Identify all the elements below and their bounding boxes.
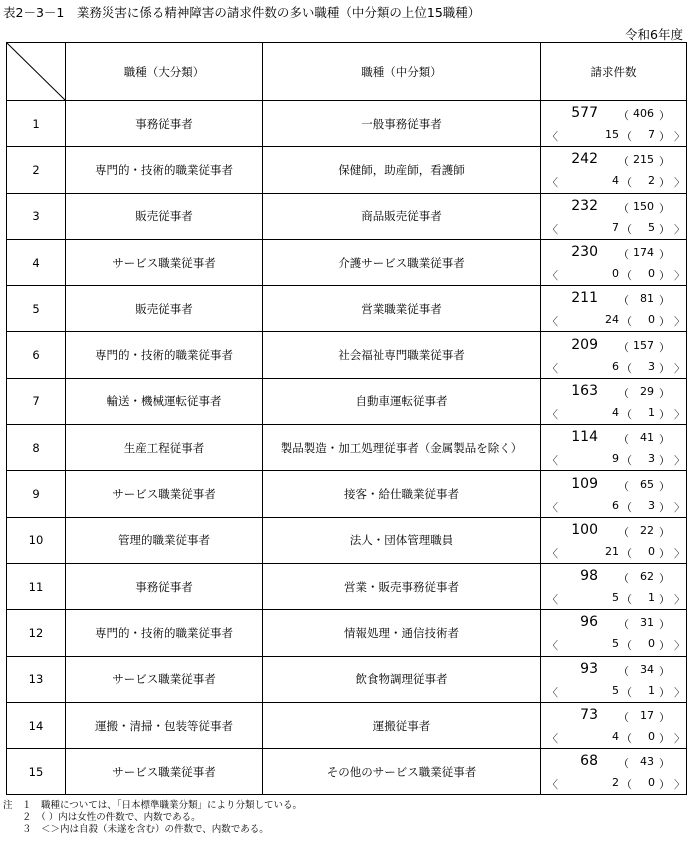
- middle-category-cell: 法人・団体管理職員: [263, 517, 541, 563]
- paren-open: （: [621, 176, 632, 190]
- angle-open: 〈: [547, 222, 558, 236]
- angle-close: 〉: [674, 361, 685, 375]
- suicide-female-count: 0: [648, 776, 655, 790]
- suicide-female-count: 0: [648, 544, 655, 558]
- angle-close: 〉: [674, 778, 685, 792]
- suicide-female-count: 0: [648, 267, 655, 281]
- suicide-count: 9: [612, 452, 619, 466]
- paren-open: （: [618, 525, 629, 539]
- suicide-count: 4: [612, 405, 619, 419]
- total-count: 96: [580, 614, 598, 631]
- paren-close: ）: [659, 593, 670, 607]
- angle-open: 〈: [547, 130, 558, 144]
- count-cell: [541, 239, 687, 285]
- female-count: 157: [633, 338, 654, 352]
- paren-open: （: [621, 269, 632, 283]
- total-count: 68: [580, 753, 598, 770]
- rank-cell: 14: [7, 702, 66, 748]
- paren-close: ）: [659, 407, 670, 421]
- major-category-cell: サービス職業従事者: [66, 749, 263, 795]
- paren-open: （: [618, 248, 629, 262]
- paren-close: ）: [659, 130, 670, 144]
- table-body: [7, 101, 687, 795]
- paren-close: ）: [659, 685, 670, 699]
- female-count: 31: [640, 616, 654, 630]
- major-category-cell: 専門的・技術的職業従事者: [66, 332, 263, 378]
- middle-category-cell: 営業職業従事者: [263, 286, 541, 332]
- middle-category-cell: 介護サービス職業従事者: [263, 239, 541, 285]
- paren-close: ）: [659, 155, 670, 169]
- major-category-cell: 管理的職業従事者: [66, 517, 263, 563]
- major-category-cell: 輸送・機械運転従事者: [66, 378, 263, 424]
- paren-open: （: [618, 664, 629, 678]
- rank-cell: 3: [7, 193, 66, 239]
- paren-close: ）: [659, 525, 670, 539]
- paren-close: ）: [659, 546, 670, 560]
- paren-close: ）: [659, 269, 670, 283]
- paren-close: ）: [659, 664, 670, 678]
- angle-open: 〈: [547, 407, 558, 421]
- paren-close: ）: [659, 315, 670, 329]
- table-row: [7, 286, 687, 332]
- table-row: [7, 517, 687, 563]
- rank-cell: 8: [7, 425, 66, 471]
- paren-open: （: [621, 778, 632, 792]
- female-count: 41: [640, 431, 654, 445]
- paren-close: ）: [659, 109, 670, 123]
- note-2: ２ （ ）内は女性の件数で、内数である。: [3, 812, 201, 823]
- count-cell: [541, 378, 687, 424]
- paren-close: ）: [659, 711, 670, 724]
- table-row: [7, 101, 687, 147]
- claims-table: [6, 42, 687, 795]
- table-row: [7, 749, 687, 795]
- paren-open: （: [618, 294, 629, 308]
- table-row: [7, 425, 687, 471]
- paren-open: （: [618, 386, 629, 400]
- major-category-cell: 専門的・技術的職業従事者: [66, 147, 263, 193]
- total-count: 211: [571, 290, 598, 307]
- paren-open: （: [621, 593, 632, 607]
- angle-open: 〈: [547, 361, 558, 375]
- middle-category-cell: 社会福祉専門職業従事者: [263, 332, 541, 378]
- suicide-female-count: 0: [648, 637, 655, 651]
- total-count: 100: [571, 521, 598, 538]
- total-count: 109: [571, 475, 598, 492]
- middle-category-cell: 飲食物調理従事者: [263, 656, 541, 702]
- suicide-female-count: 0: [648, 730, 655, 743]
- major-category-cell: 運搬・清掃・包装等従事者: [66, 702, 263, 748]
- rank-cell: 9: [7, 471, 66, 517]
- total-count: 93: [580, 660, 598, 677]
- suicide-count: 4: [612, 730, 619, 743]
- paren-close: ）: [659, 294, 670, 308]
- angle-open: 〈: [547, 454, 558, 468]
- rank-cell: 15: [7, 749, 66, 795]
- suicide-female-count: 1: [648, 405, 655, 419]
- female-count: 215: [633, 153, 654, 167]
- paren-open: （: [618, 433, 629, 447]
- angle-open: 〈: [547, 639, 558, 653]
- table-row: [7, 193, 687, 239]
- count-cell: [541, 517, 687, 563]
- angle-close: 〉: [674, 500, 685, 514]
- paren-open: （: [621, 130, 632, 144]
- major-category-cell: 専門的・技術的職業従事者: [66, 610, 263, 656]
- paren-open: （: [618, 618, 629, 632]
- middle-category-cell: 保健師，助産師，看護師: [263, 147, 541, 193]
- fiscal-year: 令和6年度: [625, 27, 683, 42]
- paren-close: ）: [659, 386, 670, 400]
- suicide-female-count: 5: [648, 220, 655, 234]
- angle-close: 〉: [674, 407, 685, 421]
- suicide-count: 7: [612, 220, 619, 234]
- angle-close: 〉: [674, 454, 685, 468]
- major-category-cell: サービス職業従事者: [66, 656, 263, 702]
- count-cell: [541, 610, 687, 656]
- angle-open: 〈: [547, 546, 558, 560]
- total-count: 242: [571, 151, 598, 168]
- paren-close: ）: [659, 176, 670, 190]
- header-count: 請求件数: [541, 43, 687, 101]
- table-header-row: [7, 43, 687, 101]
- paren-open: （: [621, 454, 632, 468]
- note-3: ３ ＜＞内は自殺（未遂を含む）の件数で、内数である。: [3, 824, 269, 835]
- paren-close: ）: [659, 572, 670, 586]
- header-middle: 職種（中分類）: [263, 43, 541, 101]
- total-count: 114: [571, 429, 598, 446]
- paren-open: （: [621, 315, 632, 329]
- paren-close: ）: [659, 732, 670, 745]
- paren-open: （: [621, 500, 632, 514]
- major-category-cell: 事務従事者: [66, 101, 263, 147]
- suicide-count: 6: [612, 498, 619, 512]
- paren-open: （: [621, 685, 632, 699]
- suicide-count: 5: [612, 591, 619, 605]
- total-count: 98: [580, 568, 598, 585]
- paren-open: （: [618, 155, 629, 169]
- middle-category-cell: 接客・給仕職業従事者: [263, 471, 541, 517]
- paren-open: （: [621, 361, 632, 375]
- middle-category-cell: 商品販売従事者: [263, 193, 541, 239]
- paren-open: （: [618, 572, 629, 586]
- female-count: 65: [640, 477, 654, 491]
- count-cell: [541, 471, 687, 517]
- middle-category-cell: 自動車運転従事者: [263, 378, 541, 424]
- suicide-female-count: 1: [648, 683, 655, 697]
- suicide-count: 21: [605, 544, 619, 558]
- major-category-cell: 販売従事者: [66, 193, 263, 239]
- table-row: [7, 332, 687, 378]
- diagonal-line: [7, 43, 65, 100]
- suicide-count: 24: [605, 313, 619, 327]
- angle-close: 〉: [674, 130, 685, 144]
- middle-category-cell: 運搬従事者: [263, 702, 541, 748]
- female-count: 22: [640, 523, 654, 537]
- suicide-count: 15: [605, 128, 619, 142]
- count-cell: [541, 147, 687, 193]
- table-row: [7, 563, 687, 609]
- female-count: 174: [633, 246, 654, 260]
- table-row: [7, 378, 687, 424]
- female-count: 81: [640, 292, 654, 306]
- suicide-count: 0: [612, 267, 619, 281]
- total-count: 230: [571, 244, 598, 261]
- angle-open: 〈: [547, 685, 558, 699]
- suicide-female-count: 2: [648, 174, 655, 188]
- middle-category-cell: 一般事務従事者: [263, 101, 541, 147]
- female-count: 34: [640, 662, 654, 676]
- paren-close: ）: [659, 639, 670, 653]
- paren-close: ）: [659, 500, 670, 514]
- paren-open: （: [621, 639, 632, 653]
- table-row: [7, 471, 687, 517]
- table-title: 表2－3－1 業務災害に係る精神障害の請求件数の多い職種（中分類の上位15職種）: [3, 5, 481, 20]
- rank-cell: 10: [7, 517, 66, 563]
- suicide-count: 4: [612, 174, 619, 188]
- count-cell: [541, 332, 687, 378]
- angle-close: 〉: [674, 685, 685, 699]
- suicide-female-count: 7: [648, 128, 655, 142]
- angle-close: 〉: [674, 269, 685, 283]
- female-count: 43: [640, 755, 654, 769]
- table-row: [7, 239, 687, 285]
- paren-open: （: [621, 222, 632, 236]
- note-1: 注 １ 職種については、「日本標準職業分類」により分類している。: [3, 800, 303, 811]
- rank-cell: 13: [7, 656, 66, 702]
- suicide-count: 5: [612, 637, 619, 651]
- paren-close: ）: [659, 618, 670, 632]
- paren-close: ）: [659, 454, 670, 468]
- count-cell: [541, 101, 687, 147]
- angle-open: 〈: [547, 176, 558, 190]
- suicide-female-count: 3: [648, 498, 655, 512]
- paren-close: ）: [659, 361, 670, 375]
- middle-category-cell: その他のサービス職業従事者: [263, 749, 541, 795]
- rank-cell: 1: [7, 101, 66, 147]
- female-count: 17: [640, 709, 654, 722]
- angle-close: 〉: [674, 639, 685, 653]
- angle-open: 〈: [547, 500, 558, 514]
- total-count: 73: [580, 707, 598, 723]
- rank-cell: 6: [7, 332, 66, 378]
- major-category-cell: 事務従事者: [66, 563, 263, 609]
- suicide-count: 6: [612, 359, 619, 373]
- angle-open: 〈: [547, 315, 558, 329]
- table-row: [7, 656, 687, 702]
- female-count: 150: [633, 199, 654, 213]
- middle-category-cell: 営業・販売事務従事者: [263, 563, 541, 609]
- angle-open: 〈: [547, 778, 558, 792]
- paren-open: （: [618, 711, 629, 724]
- major-category-cell: 販売従事者: [66, 286, 263, 332]
- rank-cell: 4: [7, 239, 66, 285]
- total-count: 577: [571, 105, 598, 122]
- female-count: 62: [640, 570, 654, 584]
- major-category-cell: サービス職業従事者: [66, 239, 263, 285]
- suicide-female-count: 3: [648, 452, 655, 466]
- suicide-female-count: 0: [648, 313, 655, 327]
- table-row: [7, 702, 687, 748]
- major-category-cell: サービス職業従事者: [66, 471, 263, 517]
- total-count: 209: [571, 336, 598, 353]
- corner-cell: [7, 43, 66, 101]
- angle-close: 〉: [674, 546, 685, 560]
- paren-close: ）: [659, 433, 670, 447]
- paren-open: （: [618, 479, 629, 493]
- rank-cell: 2: [7, 147, 66, 193]
- paren-close: ）: [659, 222, 670, 236]
- angle-close: 〉: [674, 222, 685, 236]
- suicide-female-count: 3: [648, 359, 655, 373]
- table-row: [7, 610, 687, 656]
- angle-close: 〉: [674, 315, 685, 329]
- rank-cell: 12: [7, 610, 66, 656]
- suicide-count: 5: [612, 683, 619, 697]
- count-cell: [541, 749, 687, 795]
- paren-close: ）: [659, 479, 670, 493]
- paren-open: （: [618, 109, 629, 123]
- paren-close: ）: [659, 757, 670, 771]
- count-cell: [541, 702, 687, 748]
- angle-close: 〉: [674, 593, 685, 607]
- female-count: 406: [633, 107, 654, 121]
- count-cell: [541, 286, 687, 332]
- paren-close: ）: [659, 201, 670, 215]
- count-cell: [541, 563, 687, 609]
- female-count: 29: [640, 384, 654, 398]
- count-cell: [541, 425, 687, 471]
- rank-cell: 5: [7, 286, 66, 332]
- total-count: 163: [571, 382, 598, 399]
- paren-close: ）: [659, 248, 670, 262]
- paren-open: （: [618, 201, 629, 215]
- table-row: [7, 147, 687, 193]
- angle-open: 〈: [547, 593, 558, 607]
- notes: [3, 800, 302, 836]
- paren-open: （: [618, 757, 629, 771]
- paren-open: （: [621, 546, 632, 560]
- count-cell: [541, 193, 687, 239]
- suicide-female-count: 1: [648, 591, 655, 605]
- major-category-cell: 生産工程従事者: [66, 425, 263, 471]
- paren-close: ）: [659, 340, 670, 354]
- angle-open: 〈: [547, 732, 558, 745]
- paren-open: （: [621, 732, 632, 745]
- rank-cell: 11: [7, 563, 66, 609]
- angle-open: 〈: [547, 269, 558, 283]
- paren-open: （: [618, 340, 629, 354]
- paren-close: ）: [659, 778, 670, 792]
- total-count: 232: [571, 197, 598, 214]
- middle-category-cell: 情報処理・通信技術者: [263, 610, 541, 656]
- count-cell: [541, 656, 687, 702]
- rank-cell: 7: [7, 378, 66, 424]
- paren-open: （: [621, 407, 632, 421]
- header-major: 職種（大分類）: [66, 43, 263, 101]
- angle-close: 〉: [674, 176, 685, 190]
- middle-category-cell: 製品製造・加工処理従事者（金属製品を除く）: [263, 425, 541, 471]
- angle-close: 〉: [674, 732, 685, 745]
- suicide-count: 2: [612, 776, 619, 790]
